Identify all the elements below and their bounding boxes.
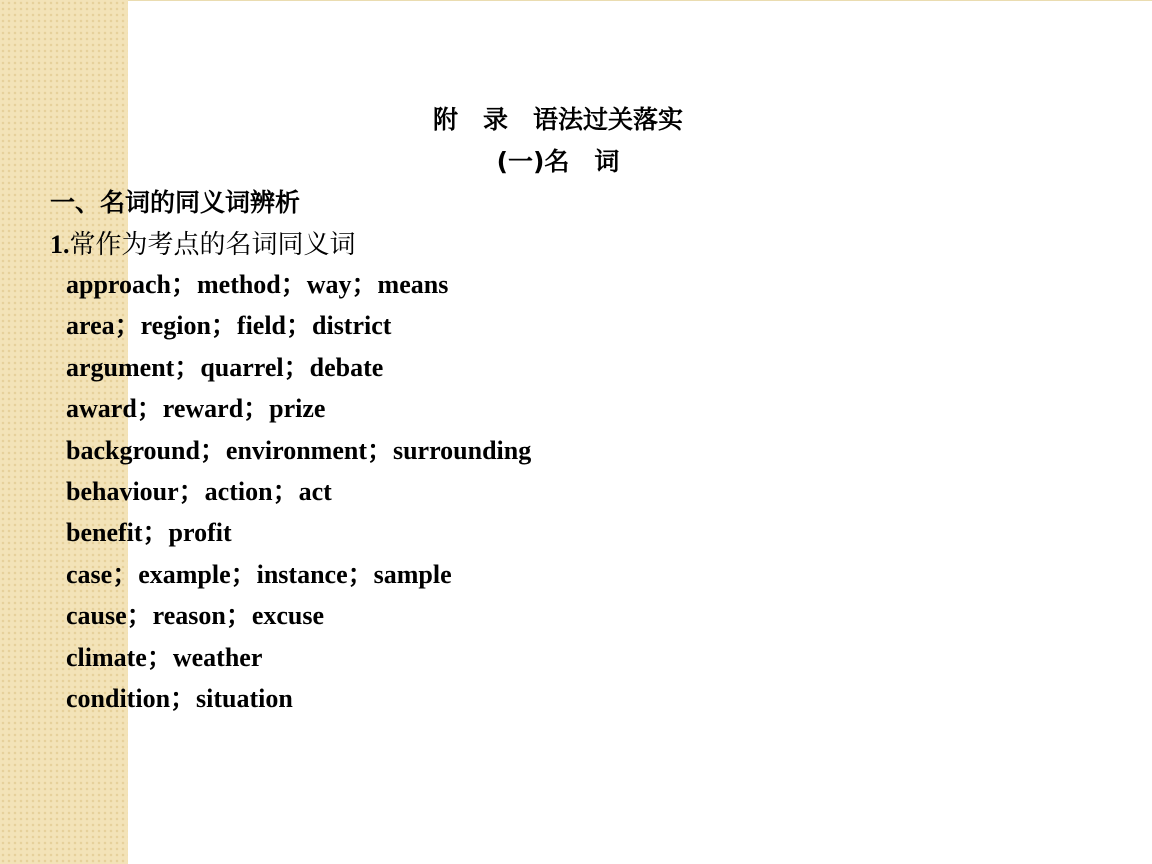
section-heading: 一、名词的同义词辨析 bbox=[50, 188, 301, 217]
top-border bbox=[128, 0, 1152, 1]
list-item: condition；situation bbox=[66, 684, 293, 714]
list-item: approach；method；way；means bbox=[66, 270, 449, 299]
list-item: area；region；field；district bbox=[66, 311, 392, 341]
subsection-number: 1. bbox=[50, 230, 70, 259]
list-item: argument；quarrel；debate bbox=[66, 352, 384, 382]
list-item: climate；weather bbox=[66, 642, 263, 672]
subsection-heading bbox=[50, 224, 356, 261]
slide-title: 附 录 语法过关落实 bbox=[432, 105, 683, 134]
subsection-text: 常作为考点的名词同义词 bbox=[69, 230, 356, 259]
list-item: benefit；profit bbox=[66, 518, 232, 548]
slide-subtitle: (一)名 词 bbox=[496, 147, 620, 176]
list-item: cause；reason；excuse bbox=[66, 601, 325, 631]
list-item: background；environment；surrounding bbox=[66, 435, 532, 465]
list-item: award；reward；prize bbox=[66, 394, 326, 424]
synonym-list bbox=[66, 264, 531, 719]
list-item: case；example；instance；sample bbox=[66, 559, 452, 589]
list-item: behaviour；action；act bbox=[66, 477, 332, 507]
